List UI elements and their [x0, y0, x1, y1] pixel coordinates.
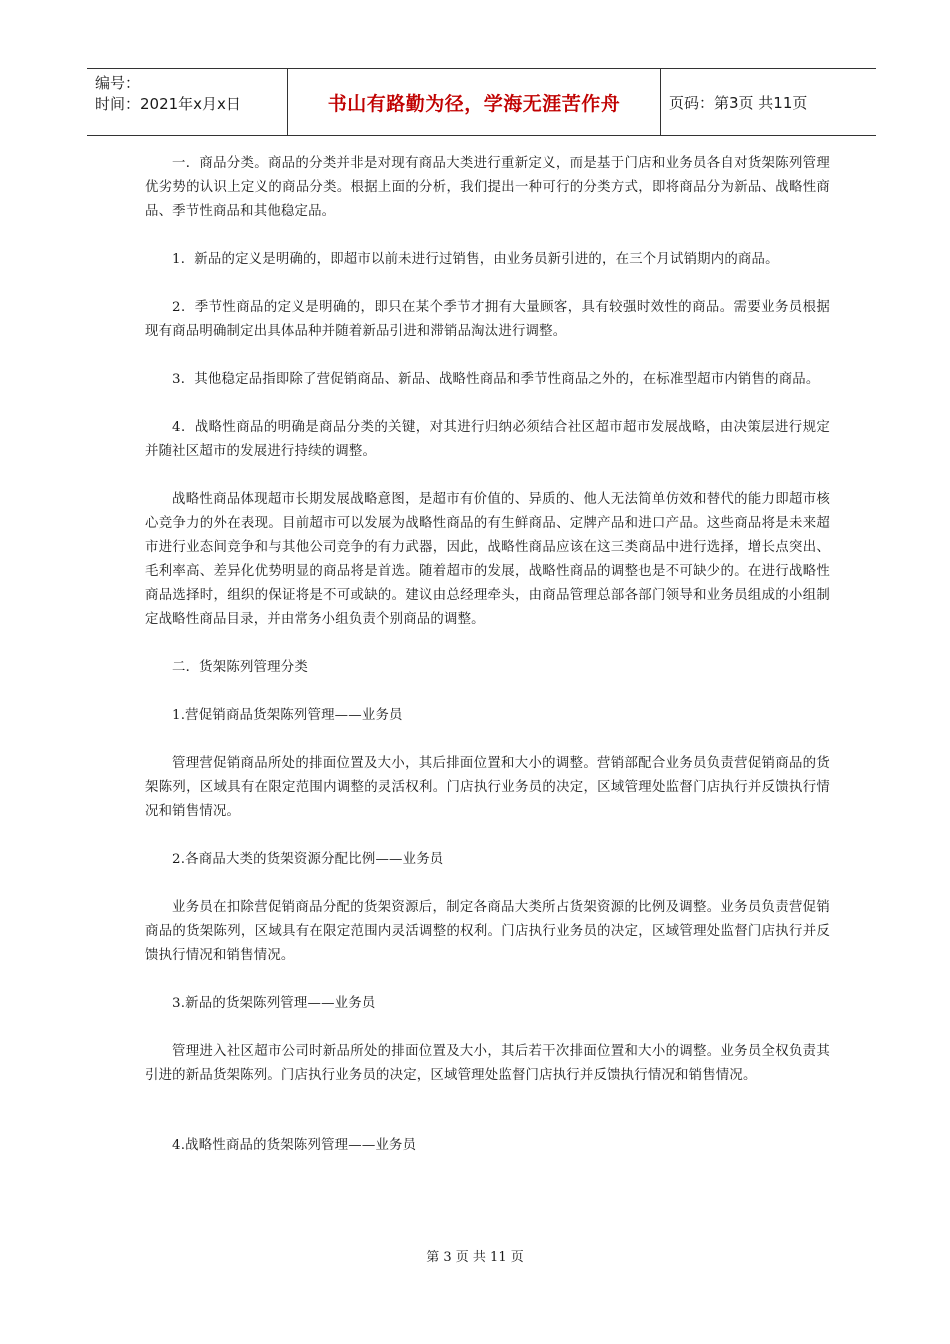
page-footer: 第 3 页 共 11 页	[426, 1250, 524, 1265]
paragraph: 4．战略性商品的明确是商品分类的关键，对其进行归纳必须结合社区超市超市发展战略，由决策层进行规定并随社区超市的发展进行持续的调整。	[145, 420, 830, 459]
paragraph: 一．商品分类。商品的分类并非是对现有商品大类进行重新定义，而是基于门店和业务员各自对货架陈列管理优劣势的认识上定义的商品分类。根据上面的分析，我们提出一种可行的分类方式，即将商品分为新品、战略性商品、季节性商品和其他稳定品。	[145, 156, 830, 219]
paragraph: 战略性商品体现超市长期发展战略意图，是超市有价值的、异质的、他人无法简单仿效和替代的能力即超市核心竞争力的外在表现。目前超市可以发展为战略性商品的有生鲜商品、定牌产品和进口产品。这些商品将是未来超市进行业态间竞争和与其他公司竞争的有力武器，因此，战略性商品应该在这三类商品中进行选择，增长点突出、毛利率高、差异化优势明显的商品将是首选。随着超市的发展，战略性商品的调整也是不可缺少的。在进行战略性商品选择时，组织的保证将是不可或缺的。建议由总经理牵头，由商品管理总部各部门领导和业务员组成的小组制定战略性商品目录，并由常务小组负责个别商品的调整。	[145, 492, 830, 627]
number-label: 编号：	[95, 74, 141, 92]
paragraph: 管理进入社区超市公司时新品所处的排面位置及大小，其后若干次排面位置和大小的调整。业务员全权负责其引进的新品货架陈列。门店执行业务员的决定，区域管理处监督门店执行并反馈执行情况和销售情况。	[145, 1044, 830, 1083]
header-motto: 书山有路勤为径，学海无涯苦作舟	[287, 69, 661, 135]
subsection-heading: 3.新品的货架陈列管理——业务员	[172, 996, 376, 1011]
paragraph: 管理营促销商品所处的排面位置及大小，其后排面位置和大小的调整。营销部配合业务员负责营促销商品的货架陈列，区域具有在限定范围内调整的灵活权利。门店执行业务员的决定，区域管理处监督门店执行并反馈执行情况和销售情况。	[145, 756, 830, 819]
time-label: 时间：2021年x月x日	[95, 95, 241, 113]
header-page-label: 页码：第3页 共11页	[669, 93, 808, 112]
section-heading: 二．货架陈列管理分类	[172, 660, 308, 675]
paragraph: 1．新品的定义是明确的，即超市以前未进行过销售，由业务员新引进的，在三个月试销期内的商品。	[172, 252, 779, 267]
subsection-heading: 2.各商品大类的货架资源分配比例——业务员	[172, 852, 444, 867]
document-body	[145, 152, 830, 1182]
page-header	[87, 68, 876, 136]
header-meta	[87, 69, 287, 135]
paragraph: 业务员在扣除营促销商品分配的货架资源后，制定各商品大类所占货架资源的比例及调整。业务员负责营促销商品的货架陈列，区域具有在限定范围内灵活调整的权利。门店执行业务员的决定，区域管理处监督门店执行并反馈执行情况和销售情况。	[145, 900, 830, 963]
paragraph: 2．季节性商品的定义是明确的，即只在某个季节才拥有大量顾客，具有较强时效性的商品。需要业务员根据现有商品明确制定出具体品种并随着新品引进和滞销品淘汰进行调整。	[145, 300, 830, 339]
subsection-heading: 1.营促销商品货架陈列管理——业务员	[172, 708, 403, 723]
subsection-heading: 4.战略性商品的货架陈列管理——业务员	[172, 1138, 417, 1153]
paragraph: 3．其他稳定品指即除了营促销商品、新品、战略性商品和季节性商品之外的，在标准型超市内销售的商品。	[172, 372, 820, 387]
